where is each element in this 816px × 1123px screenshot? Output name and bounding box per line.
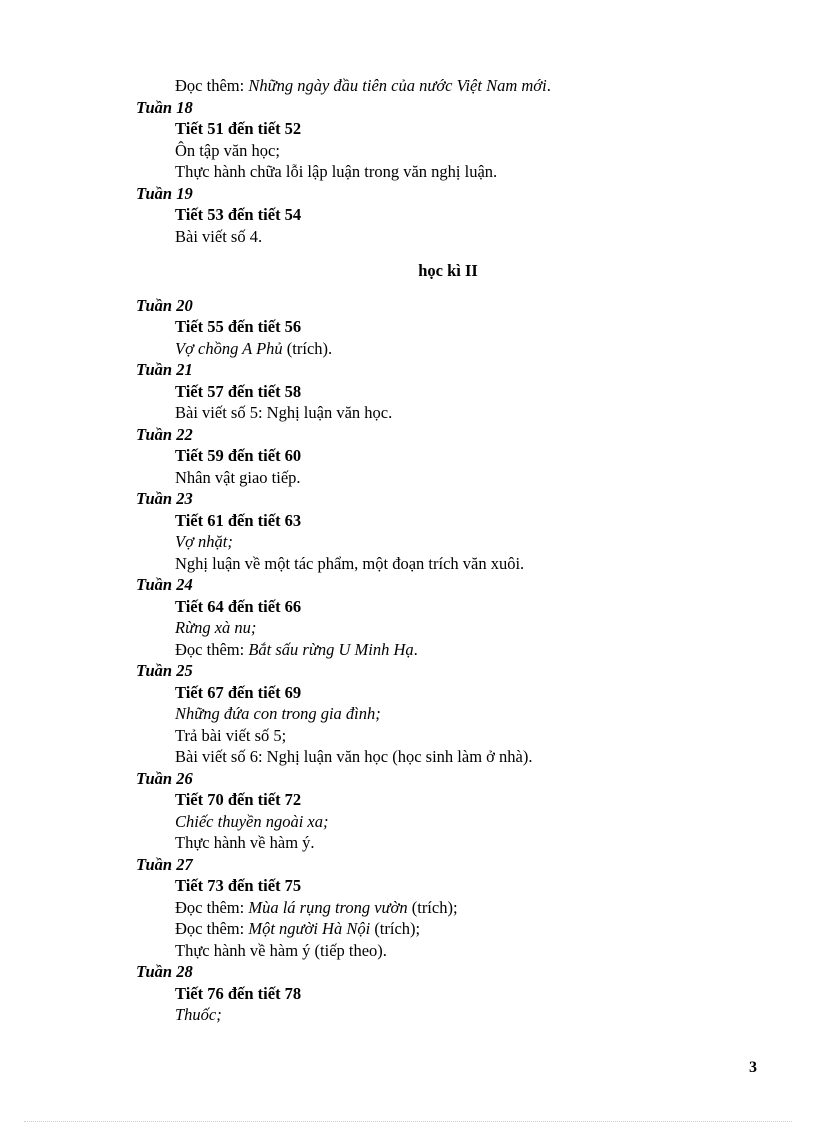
- week-label: Tuần 24: [136, 575, 193, 594]
- work-title: Những ngày đầu tiên của nước Việt Nam mới: [248, 76, 547, 95]
- work-title: Những đứa con trong gia đình;: [175, 704, 381, 723]
- period-range: Tiết 64 đến tiết 66: [175, 596, 302, 616]
- lesson-item: [0, 832, 816, 854]
- week-label: Tuần 19: [136, 183, 193, 203]
- lesson-text: Nghị luận về một tác phẩm, một đoạn trích văn xuôi.: [175, 553, 525, 573]
- lesson-item: [0, 553, 816, 575]
- period-range: Tiết 57 đến tiết 58: [175, 381, 302, 401]
- section-heading: học kì II: [418, 261, 478, 280]
- period-range: Tiết 55 đến tiết 56: [175, 317, 302, 336]
- week-label: Tuần 25: [136, 661, 193, 680]
- page-number: 3: [749, 1059, 757, 1076]
- week-label: Tuần 23: [136, 489, 193, 508]
- lesson-text: (trích).: [282, 338, 333, 358]
- lesson-item: [0, 467, 816, 489]
- lesson-text: Nhân vật giao tiếp.: [175, 467, 301, 487]
- lesson-text: (trích);: [370, 919, 421, 938]
- week-label: Tuần 22: [136, 424, 193, 444]
- period-range: Tiết 73 đến tiết 75: [175, 876, 302, 895]
- lesson-text: Thực hành chữa lỗi lập luận trong văn nghị luận.: [175, 162, 498, 181]
- week-label: Tuần 26: [136, 768, 193, 788]
- lesson-text: Thực hành về hàm ý (tiếp theo).: [175, 940, 387, 960]
- lesson-text: Đọc thêm:: [175, 897, 249, 917]
- lesson-item: [0, 402, 816, 424]
- work-title: Rừng xà nu;: [175, 618, 257, 637]
- lesson-item: [0, 703, 816, 725]
- lesson-item: [0, 531, 816, 553]
- syllabus-content: [0, 75, 816, 1026]
- lesson-item: [0, 811, 816, 833]
- lesson-item: [0, 639, 816, 661]
- lesson-item: [0, 161, 816, 183]
- lesson-text: Đọc thêm:: [175, 76, 249, 95]
- page-bottom-border: [24, 1121, 792, 1122]
- period-range: Tiết 59 đến tiết 60: [175, 446, 302, 465]
- period-range: Tiết 53 đến tiết 54: [175, 205, 302, 224]
- lesson-item: [0, 1004, 816, 1026]
- lesson-item: [0, 338, 816, 360]
- lesson-item: [0, 75, 816, 97]
- work-title: Bắt sấu rừng U Minh Hạ: [248, 639, 414, 659]
- lesson-item: [0, 897, 816, 919]
- lesson-text: Đọc thêm:: [175, 919, 249, 938]
- work-title: Vợ chồng A Phủ: [175, 338, 283, 358]
- lesson-item: [0, 226, 816, 248]
- work-title: Mùa lá rụng trong vườn: [248, 897, 408, 917]
- lesson-text: Bài viết số 4.: [175, 226, 263, 246]
- work-title: Một người Hà Nội: [248, 919, 371, 938]
- lesson-text: .: [413, 639, 418, 659]
- lesson-text: .: [546, 76, 551, 95]
- lesson-text: Trả bài viết số 5;: [175, 725, 287, 745]
- lesson-item: [0, 746, 816, 768]
- week-label: Tuần 28: [136, 962, 193, 981]
- work-title: Chiếc thuyền ngoài xa;: [175, 811, 329, 831]
- period-range: Tiết 51 đến tiết 52: [175, 119, 302, 138]
- week-label: Tuần 18: [136, 97, 193, 117]
- week-label: Tuần 20: [136, 295, 193, 315]
- lesson-item: [0, 918, 816, 940]
- work-title: Thuốc;: [175, 1005, 222, 1024]
- lesson-text: Bài viết số 6: Nghị luận văn học (học sinh làm ở nhà).: [175, 747, 533, 766]
- lesson-text: Ôn tập văn học;: [175, 140, 280, 160]
- lesson-text: Đọc thêm:: [175, 639, 249, 659]
- week-label: Tuần 27: [136, 854, 193, 874]
- lesson-item: [0, 617, 816, 639]
- period-range: Tiết 61 đến tiết 63: [175, 510, 302, 530]
- period-range: Tiết 70 đến tiết 72: [175, 790, 302, 809]
- period-range: Tiết 67 đến tiết 69: [175, 682, 302, 702]
- lesson-text: (trích);: [407, 897, 458, 917]
- lesson-item: [0, 140, 816, 162]
- period-range: Tiết 76 đến tiết 78: [175, 983, 302, 1003]
- week-label: Tuần 21: [136, 360, 193, 379]
- work-title: Vợ nhặt;: [175, 532, 233, 551]
- lesson-item: [0, 725, 816, 747]
- lesson-text: Thực hành về hàm ý.: [175, 833, 315, 852]
- lesson-text: Bài viết số 5: Nghị luận văn học.: [175, 403, 393, 422]
- lesson-item: [0, 940, 816, 962]
